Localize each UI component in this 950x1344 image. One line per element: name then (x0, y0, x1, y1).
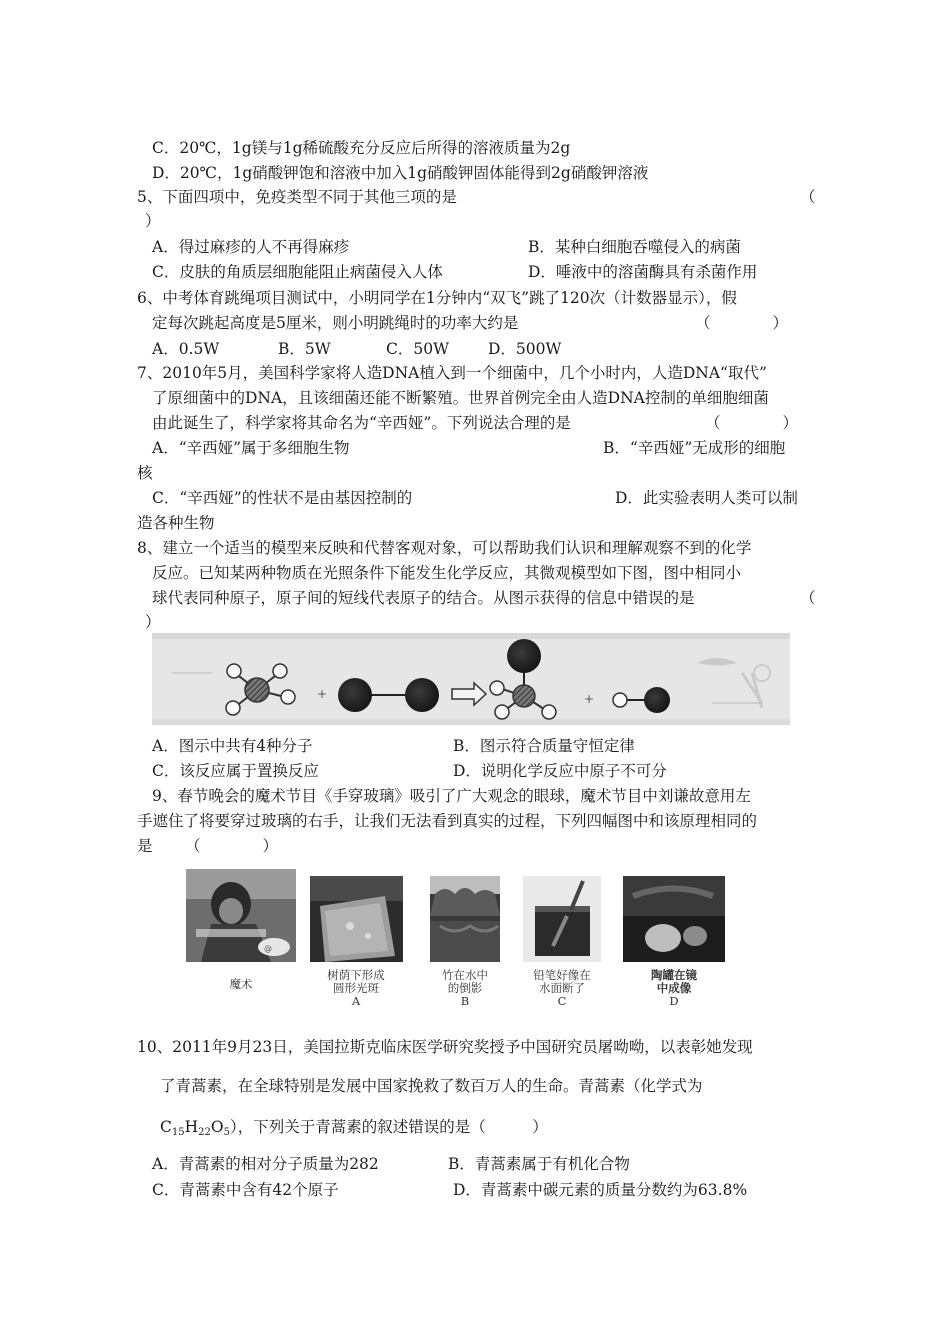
q8-option-d: D．说明化学反应中原子不可分 (453, 762, 667, 780)
q6-option-c: C．50W (386, 340, 450, 358)
q7-stem-line2: 了原细菌中的DNA，且该细菌还能不断繁殖。世界首例完全由人造DNA控制的单细胞细菌 (152, 389, 769, 407)
formula-h-count: 22 (198, 1127, 211, 1138)
q10-stem-line2: 了青蒿素，在全球特别是发展中国家挽救了数百万人的生命。青蒿素（化学式为 (160, 1077, 703, 1095)
q6-answer-bracket: （ ） (695, 314, 789, 332)
photo-bamboo-reflection-image (430, 876, 500, 962)
q10-option-c: C．青蒿素中含有42个原子 (152, 1181, 339, 1199)
q5-option-b: B．某种白细胞吞噬侵入的病菌 (528, 238, 741, 256)
q10-stem-line3-rest: ），下列关于青蒿素的叙述错误的是（ ） (229, 1118, 548, 1136)
caption-a-line2: 圆形光斑 (333, 981, 379, 995)
q10-stem-line3 (160, 1117, 548, 1143)
caption-d-line1: 陶罐在镜 (651, 968, 697, 982)
q6-stem-line2: 定每次跳起高度是5厘米，则小明跳绳时的功率大约是 (152, 314, 519, 332)
q8-stem-line1: 8、建立一个适当的模型来反映和代替客观对象，可以帮助我们认识和理解观察不到的化学 (137, 539, 752, 557)
q5-option-a: A．得过麻疹的人不再得麻疹 (152, 238, 350, 256)
formula-c-count: 15 (171, 1127, 185, 1138)
photo-tree-shade-image (310, 876, 403, 962)
caption-magic: 魔术 (229, 977, 253, 991)
q8-bracket-close: ） (145, 613, 161, 631)
photo-pencil-water (523, 876, 601, 962)
q7-option-c: C．“辛西娅”的性状不是由基因控制的 (152, 489, 413, 507)
q8-option-a: A．图示中共有4种分子 (152, 737, 313, 755)
caption-c-letter: C (557, 994, 567, 1008)
q7-option-a: A．“辛西娅”属于多细胞生物 (152, 439, 350, 457)
q8-option-c: C．该反应属于置换反应 (152, 762, 319, 780)
q4-option-d: D．20℃，1g硝酸钾饱和溶液中加入1g硝酸钾固体能得到2g硝酸钾溶液 (152, 164, 649, 182)
formula-h: H (184, 1118, 199, 1136)
formula-c: C (160, 1118, 172, 1136)
q9-answer-bracket: （ ） (185, 837, 279, 855)
q8-option-b: B．图示符合质量守恒定律 (453, 737, 635, 755)
caption-d-line2: 中成像 (656, 981, 692, 995)
caption-b-letter: B (460, 994, 470, 1008)
q6-stem-line1: 6、中考体育跳绳项目测试中，小明同学在1分钟内“双飞”跳了120次（计数器显示），假 (137, 289, 737, 307)
q7-answer-bracket: （ ） (705, 414, 799, 432)
caption-b-line1: 竹在水中 (442, 968, 488, 982)
q5-option-d: D．唾液中的溶菌酶具有杀菌作用 (528, 263, 758, 281)
q5-stem: 5、下面四项中，免疫类型不同于其他三项的是 (137, 188, 457, 206)
photo-magic-image (186, 869, 296, 962)
caption-a-letter: A (351, 994, 361, 1008)
q9-stem-line2: 手遮住了将要穿过玻璃的右手，让我们无法看到真实的过程，下列四幅图中和该原理相同的 (137, 812, 758, 830)
caption-b-line2: 的倒影 (447, 981, 483, 995)
photo-bamboo-reflection (430, 876, 500, 962)
caption-d-letter: D (669, 994, 679, 1008)
q6-option-b: B．5W (278, 340, 331, 358)
q7-stem-line3: 由此诞生了，科学家将其命名为“辛西娅”。下列说法合理的是 (152, 414, 571, 432)
q7-stem-line1: 7、2010年5月，美国科学家将人造DNA植入到一个细菌中，几个小时内，人造DNA“取代” (137, 364, 767, 382)
svg-text:+: + (317, 687, 328, 701)
q10-option-d: D．青蒿素中碳元素的质量分数约为63.8% (453, 1181, 748, 1199)
q6-option-a: A．0.5W (152, 340, 220, 358)
photo-magic (186, 869, 296, 962)
formula-o: O (210, 1118, 224, 1136)
molecule-model-figure (152, 633, 790, 725)
svg-text:+: + (584, 692, 595, 706)
q7-option-d: D．此实验表明人类可以制 (615, 489, 798, 507)
caption-c-line2: 水面断了 (539, 981, 585, 995)
q7-option-d-wrap: 造各种生物 (137, 514, 215, 532)
q8-stem-line3: 球代表同种原子，原子间的短线代表原子的结合。从图示获得的信息中错误的是 (152, 589, 695, 607)
q5-option-c: C．皮肤的角质层细胞能阻止病菌侵入人体 (152, 263, 443, 281)
q6-option-d: D．500W (488, 340, 562, 358)
q10-option-b: B．青蒿素属于有机化合物 (448, 1155, 630, 1173)
q7-option-b-wrap: 核 (137, 464, 153, 482)
photo-pencil-water-image (523, 876, 601, 962)
caption-c-line1: 铅笔好像在 (533, 968, 591, 982)
caption-a-line1: 树荫下形成 (327, 968, 385, 982)
photo-jar-mirror-image (623, 876, 725, 962)
q10-option-a: A．青蒿素的相对分子质量为282 (152, 1155, 379, 1173)
q8-stem-line2: 反应。已知某两种物质在光照条件下能发生化学反应，其微观模型如下图，图中相同小 (152, 564, 742, 582)
q10-stem-line1: 10、2011年9月23日，美国拉斯克临床医学研究奖授予中国研究员屠呦呦，以表彰她发现 (137, 1038, 753, 1056)
q7-option-b: B．“辛西娅”无成形的细胞 (603, 439, 786, 457)
q9-stem-line3: 是 (137, 837, 153, 855)
q5-bracket-close: ） (145, 212, 161, 230)
q4-option-c: C．20℃，1g镁与1g稀硫酸充分反应后所得的溶液质量为2g (152, 139, 571, 157)
svg-text:@: @ (264, 944, 272, 953)
photo-tree-shade (310, 876, 403, 962)
q5-bracket-open: （ (800, 188, 816, 206)
formula-o-count: 5 (223, 1127, 230, 1138)
q9-stem-line1: 9、春节晚会的魔术节目《手穿玻璃》吸引了广大观念的眼球，魔术节目中刘谦故意用左 (152, 787, 751, 805)
q8-bracket-open: （ (800, 589, 816, 607)
molecule-model-diagram (152, 633, 790, 725)
photo-jar-mirror (623, 876, 725, 962)
